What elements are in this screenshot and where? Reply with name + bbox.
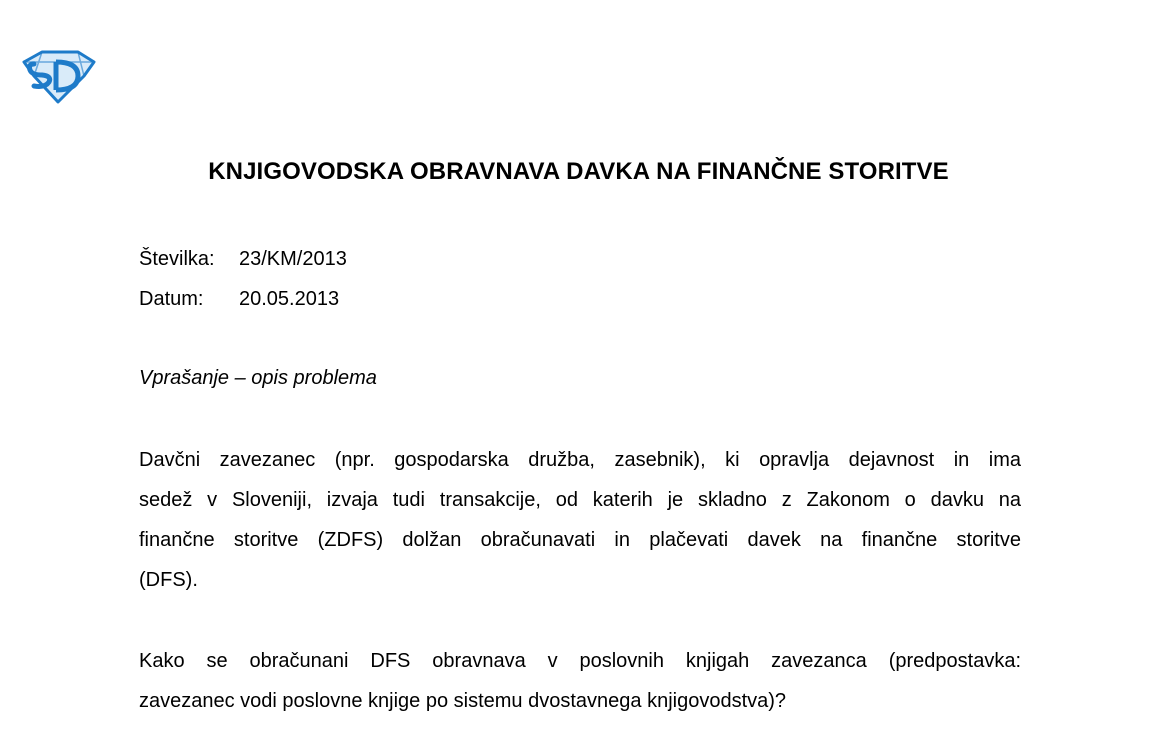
paragraph-line: Davčni zavezanec (npr. gospodarska družba, zasebnik), ki opravlja dejavnost in ima xyxy=(139,449,1021,471)
document-date-label: Datum: xyxy=(139,288,204,310)
document-number-label: Številka: xyxy=(139,248,215,270)
document-date-value: 20.05.2013 xyxy=(239,288,340,310)
section-heading: Vprašanje – opis problema xyxy=(139,367,377,389)
paragraph-line: zavezanec vodi poslovne knjige po sistemu dvostavnega knjigovodstva)? xyxy=(139,690,787,712)
paragraph-line: finančne storitve (ZDFS) dolžan obračunavati in plačevati davek na finančne storitve xyxy=(139,529,1021,551)
paragraph-line: sedež v Sloveniji, izvaja tudi transakcije, od katerih je skladno z Zakonom o davku na xyxy=(139,489,1021,511)
paragraph-line: (DFS). xyxy=(139,569,198,591)
paragraph-problem-description xyxy=(139,440,1021,600)
paragraph-question xyxy=(139,641,1021,721)
document-number-value: 23/KM/2013 xyxy=(239,248,347,270)
document-number-row xyxy=(139,247,347,271)
sd-logo-icon xyxy=(22,50,96,104)
paragraph-line: Kako se obračunani DFS obravnava v poslovnih knjigah zavezanca (predpostavka: xyxy=(139,650,1021,672)
document-title: KNJIGOVODSKA OBRAVNAVA DAVKA NA FINANČNE STORITVE xyxy=(208,158,949,185)
document-date-row xyxy=(139,287,339,311)
